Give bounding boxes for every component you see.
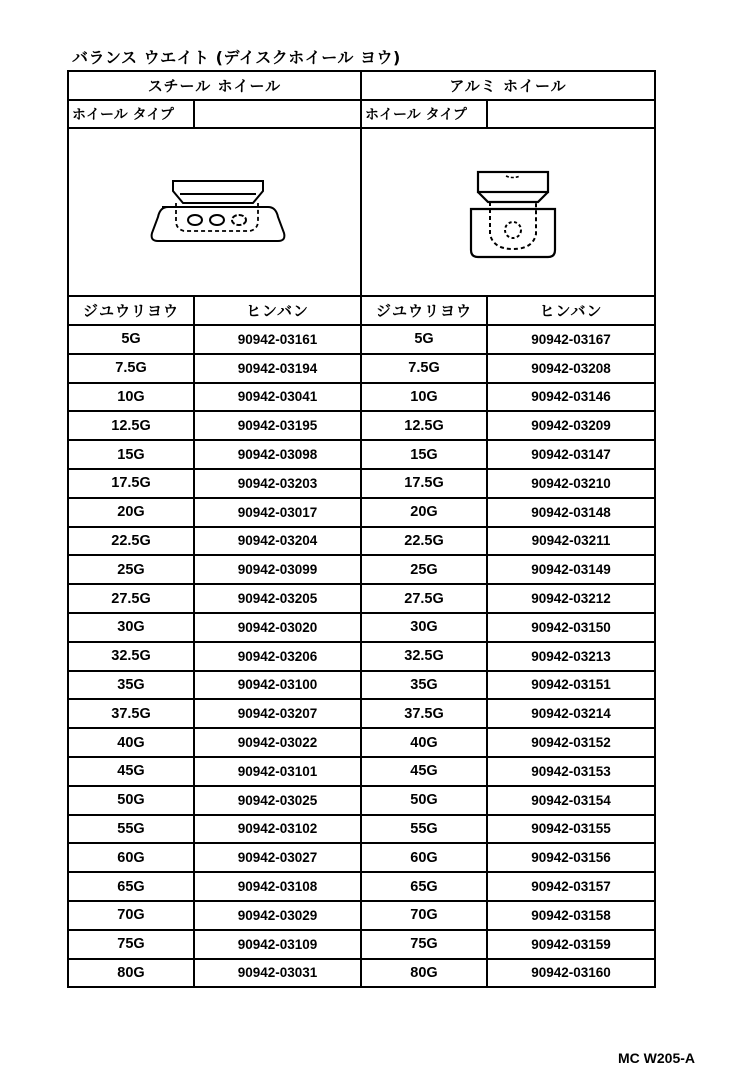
steel-part-number-cell: 90942-03194 [194, 354, 361, 383]
alloy-part-number-cell: 90942-03147 [487, 440, 655, 469]
steel-part-number-cell: 90942-03027 [194, 843, 361, 872]
alloy-part-number-cell: 90942-03213 [487, 642, 655, 671]
steel-weight-cell: 32.5G [68, 642, 194, 671]
table-row [68, 872, 655, 901]
steel-weight-cell: 75G [68, 930, 194, 959]
alloy-part-number-cell: 90942-03160 [487, 959, 655, 988]
alloy-weight-cell: 70G [361, 901, 487, 930]
alloy-weight-cell: 7.5G [361, 354, 487, 383]
alloy-clip-balance-weight-icon [362, 162, 654, 262]
alloy-weight-cell: 10G [361, 383, 487, 412]
alloy-part-number-cell: 90942-03208 [487, 354, 655, 383]
steel-weight-cell: 70G [68, 901, 194, 930]
steel-part-number-cell: 90942-03204 [194, 527, 361, 556]
alloy-part-number-cell: 90942-03152 [487, 728, 655, 757]
alloy-part-number-cell: 90942-03155 [487, 815, 655, 844]
alloy-part-number-cell: 90942-03146 [487, 383, 655, 412]
steel-part-number-column-header: ヒンバン [194, 296, 361, 325]
steel-part-number-cell: 90942-03195 [194, 411, 361, 440]
table-row [68, 469, 655, 498]
alloy-wheel-type-value [487, 100, 655, 128]
steel-part-number-cell: 90942-03108 [194, 872, 361, 901]
alloy-weight-cell: 40G [361, 728, 487, 757]
alloy-part-number-cell: 90942-03157 [487, 872, 655, 901]
alloy-part-number-cell: 90942-03154 [487, 786, 655, 815]
alloy-part-number-cell: 90942-03209 [487, 411, 655, 440]
alloy-weight-cell: 30G [361, 613, 487, 642]
table-row [68, 901, 655, 930]
steel-weight-cell: 50G [68, 786, 194, 815]
steel-weight-cell: 45G [68, 757, 194, 786]
steel-wheel-type-label: ホイール タイプ [68, 100, 194, 128]
alloy-weight-illustration [361, 128, 655, 296]
alloy-weight-cell: 45G [361, 757, 487, 786]
alloy-weight-cell: 17.5G [361, 469, 487, 498]
steel-part-number-cell: 90942-03025 [194, 786, 361, 815]
alloy-weight-cell: 60G [361, 843, 487, 872]
steel-weight-cell: 40G [68, 728, 194, 757]
steel-weight-cell: 22.5G [68, 527, 194, 556]
alloy-part-number-cell: 90942-03149 [487, 555, 655, 584]
table-row [68, 383, 655, 412]
table-row [68, 527, 655, 556]
alloy-weight-cell: 25G [361, 555, 487, 584]
steel-weight-cell: 12.5G [68, 411, 194, 440]
steel-wheel-type-value [194, 100, 361, 128]
steel-weight-cell: 60G [68, 843, 194, 872]
alloy-part-number-cell: 90942-03167 [487, 325, 655, 354]
wheel-type-row [68, 100, 655, 128]
alloy-part-number-cell: 90942-03156 [487, 843, 655, 872]
alloy-weight-cell: 5G [361, 325, 487, 354]
steel-part-number-cell: 90942-03203 [194, 469, 361, 498]
steel-part-number-cell: 90942-03206 [194, 642, 361, 671]
alloy-weight-cell: 27.5G [361, 584, 487, 613]
alloy-part-number-cell: 90942-03214 [487, 699, 655, 728]
steel-part-number-cell: 90942-03031 [194, 959, 361, 988]
table-row [68, 354, 655, 383]
steel-weight-cell: 37.5G [68, 699, 194, 728]
alloy-part-number-cell: 90942-03158 [487, 901, 655, 930]
steel-part-number-cell: 90942-03041 [194, 383, 361, 412]
alloy-weight-cell: 65G [361, 872, 487, 901]
table-row [68, 584, 655, 613]
steel-weight-cell: 55G [68, 815, 194, 844]
alloy-weight-cell: 32.5G [361, 642, 487, 671]
table-row [68, 699, 655, 728]
alloy-part-number-cell: 90942-03151 [487, 671, 655, 700]
alloy-weight-cell: 55G [361, 815, 487, 844]
steel-part-number-cell: 90942-03100 [194, 671, 361, 700]
steel-part-number-cell: 90942-03205 [194, 584, 361, 613]
alloy-wheel-type-label: ホイール タイプ [361, 100, 487, 128]
table-row [68, 815, 655, 844]
steel-weight-cell: 30G [68, 613, 194, 642]
weight-illustration-row [68, 128, 655, 296]
alloy-part-number-cell: 90942-03148 [487, 498, 655, 527]
steel-weight-column-header: ジユウリヨウ [68, 296, 194, 325]
document-title: バランス ウエイト (デイスクホイール ヨウ) [72, 48, 401, 67]
steel-weight-illustration [68, 128, 361, 296]
table-row [68, 959, 655, 988]
table-row [68, 325, 655, 354]
steel-part-number-cell: 90942-03101 [194, 757, 361, 786]
steel-weight-cell: 20G [68, 498, 194, 527]
alloy-part-number-cell: 90942-03150 [487, 613, 655, 642]
alloy-weight-cell: 35G [361, 671, 487, 700]
alloy-weight-cell: 75G [361, 930, 487, 959]
alloy-weight-cell: 37.5G [361, 699, 487, 728]
alloy-part-number-cell: 90942-03159 [487, 930, 655, 959]
table-row [68, 411, 655, 440]
steel-weight-cell: 35G [68, 671, 194, 700]
table-row [68, 930, 655, 959]
table-row [68, 786, 655, 815]
alloy-weight-cell: 12.5G [361, 411, 487, 440]
table-row [68, 642, 655, 671]
balance-weight-table [67, 70, 656, 988]
alloy-weight-cell: 50G [361, 786, 487, 815]
alloy-weight-cell: 80G [361, 959, 487, 988]
alloy-part-number-column-header: ヒンバン [487, 296, 655, 325]
alloy-part-number-cell: 90942-03211 [487, 527, 655, 556]
alloy-part-number-cell: 90942-03153 [487, 757, 655, 786]
table-row [68, 757, 655, 786]
steel-weight-cell: 7.5G [68, 354, 194, 383]
table-row [68, 498, 655, 527]
steel-part-number-cell: 90942-03109 [194, 930, 361, 959]
steel-part-number-cell: 90942-03020 [194, 613, 361, 642]
alloy-part-number-cell: 90942-03212 [487, 584, 655, 613]
table-row [68, 555, 655, 584]
steel-part-number-cell: 90942-03207 [194, 699, 361, 728]
steel-part-number-cell: 90942-03098 [194, 440, 361, 469]
document-code: MC W205-A [618, 1050, 696, 1066]
steel-weight-cell: 15G [68, 440, 194, 469]
table-row [68, 671, 655, 700]
column-header-row [68, 296, 655, 325]
table-row [68, 613, 655, 642]
steel-part-number-cell: 90942-03022 [194, 728, 361, 757]
steel-weight-cell: 10G [68, 383, 194, 412]
alloy-wheel-header: アルミ ホイール [361, 71, 655, 100]
steel-part-number-cell: 90942-03102 [194, 815, 361, 844]
clip-on-balance-weight-icon [69, 177, 360, 247]
alloy-weight-cell: 15G [361, 440, 487, 469]
steel-part-number-cell: 90942-03017 [194, 498, 361, 527]
steel-part-number-cell: 90942-03099 [194, 555, 361, 584]
table-row [68, 843, 655, 872]
alloy-part-number-cell: 90942-03210 [487, 469, 655, 498]
steel-weight-cell: 5G [68, 325, 194, 354]
alloy-weight-cell: 20G [361, 498, 487, 527]
steel-wheel-header: スチール ホイール [68, 71, 361, 100]
steel-part-number-cell: 90942-03029 [194, 901, 361, 930]
steel-weight-cell: 80G [68, 959, 194, 988]
group-header-row [68, 71, 655, 100]
alloy-weight-cell: 22.5G [361, 527, 487, 556]
alloy-weight-column-header: ジユウリヨウ [361, 296, 487, 325]
steel-weight-cell: 17.5G [68, 469, 194, 498]
table-row [68, 728, 655, 757]
steel-part-number-cell: 90942-03161 [194, 325, 361, 354]
steel-weight-cell: 27.5G [68, 584, 194, 613]
steel-weight-cell: 65G [68, 872, 194, 901]
steel-weight-cell: 25G [68, 555, 194, 584]
table-row [68, 440, 655, 469]
